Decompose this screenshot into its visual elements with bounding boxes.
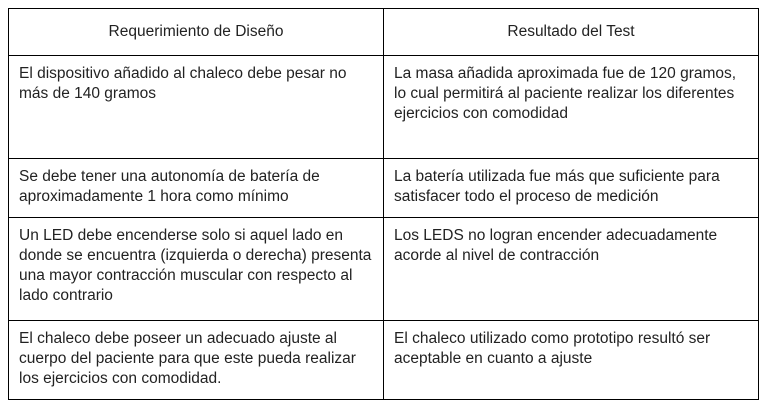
table-header-row	[9, 9, 759, 56]
result-cell: Los LEDS no logran encender adecuadamente acorde al nivel de contracción	[384, 218, 759, 321]
requirement-cell: Un LED debe encenderse solo si aquel lado en donde se encuentra (izquierda o derecha) presenta una mayor contracción muscular con respecto al lado contrario	[9, 218, 384, 321]
header-result: Resultado del Test	[384, 9, 759, 56]
result-cell: El chaleco utilizado como prototipo resultó ser aceptable en cuanto a ajuste	[384, 321, 759, 400]
requirements-table	[8, 8, 759, 400]
table-row	[9, 218, 759, 321]
requirement-cell: El dispositivo añadido al chaleco debe pesar no más de 140 gramos	[9, 56, 384, 159]
requirement-cell: Se debe tener una autonomía de batería de aproximadamente 1 hora como mínimo	[9, 159, 384, 218]
result-cell: La masa añadida aproximada fue de 120 gramos, lo cual permitirá al paciente realizar los diferentes ejercicios con comodidad	[384, 56, 759, 159]
header-requirement: Requerimiento de Diseño	[9, 9, 384, 56]
requirement-cell: El chaleco debe poseer un adecuado ajuste al cuerpo del paciente para que este pueda realizar los ejercicios con comodidad.	[9, 321, 384, 400]
table-row	[9, 159, 759, 218]
table-row	[9, 321, 759, 400]
table-row	[9, 56, 759, 159]
result-cell: La batería utilizada fue más que suficiente para satisfacer todo el proceso de medición	[384, 159, 759, 218]
